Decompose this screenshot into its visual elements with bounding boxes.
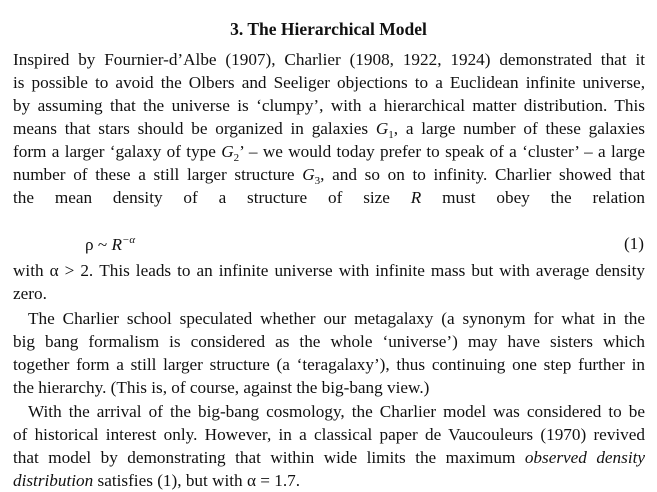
equation-base: R bbox=[111, 235, 122, 254]
equation-exponent: −α bbox=[121, 234, 136, 246]
text-segment: 1 bbox=[388, 129, 394, 141]
text-line bbox=[13, 260, 645, 282]
text-line bbox=[13, 283, 645, 305]
text-segment: 3 bbox=[314, 175, 321, 187]
text-segment: observed density bbox=[524, 448, 645, 467]
text-line bbox=[13, 447, 645, 469]
text-segment: is possible to avoid the Olbers and Seeliger objections to a Euclidean infinite universe, bbox=[13, 73, 645, 92]
text-segment: that model by demonstrating that within wide limits the maximum bbox=[13, 448, 525, 467]
text-segment: with α > 2. This leads to an infinite universe with infinite mass but with average density bbox=[13, 261, 645, 280]
text-segment: distribution bbox=[13, 471, 94, 490]
equation bbox=[85, 234, 135, 255]
text-line bbox=[13, 72, 645, 94]
text-line bbox=[13, 354, 645, 376]
text-segment: form a larger ‘galaxy of type bbox=[13, 142, 222, 161]
text-segment: G bbox=[302, 165, 315, 184]
text-segment: number of these a still larger structure bbox=[13, 165, 303, 184]
text-segment: G bbox=[375, 119, 389, 138]
text-segment: by assuming that the universe is ‘clumpy’, with a hierarchical matter distribution. This bbox=[13, 96, 645, 115]
text-segment: R bbox=[410, 188, 422, 207]
text-line bbox=[13, 377, 645, 399]
text-segment: means that stars should be organized in galaxies bbox=[13, 119, 376, 138]
text-segment: , and so on to infinity. Charlier showed that bbox=[320, 165, 645, 184]
text-line bbox=[13, 49, 645, 71]
text-segment: the mean density of a structure of size bbox=[13, 188, 411, 207]
text-segment: together form a still larger structure (a ‘teragalaxy’), thus continuing one step further in bbox=[13, 355, 645, 374]
text-segment: the hierarchy. (This is, of course, against the big-bang view.) bbox=[13, 378, 430, 397]
text-segment: of historical interest only. However, in a classical paper de Vaucouleurs (1970) revived bbox=[13, 425, 645, 444]
text-segment: , a large number of these galaxies bbox=[393, 119, 645, 138]
text-line bbox=[13, 187, 645, 209]
text-segment: The Charlier school speculated whether our metagalaxy (a synonym for what in the bbox=[28, 309, 645, 328]
text-line bbox=[28, 401, 645, 423]
text-segment: Inspired by Fournier-d’Albe (1907), Charlier (1908, 1922, 1924) demonstrated that it bbox=[13, 50, 645, 69]
equation-lhs: ρ ~ bbox=[85, 235, 112, 254]
equation-number: (1) bbox=[623, 234, 644, 253]
text-line bbox=[13, 331, 645, 353]
text-segment: With the arrival of the big-bang cosmology, the Charlier model was considered to be bbox=[28, 402, 645, 421]
section-title: 3. The Hierarchical Model bbox=[230, 19, 427, 39]
text-segment: satisfies (1), but with α = 1.7. bbox=[93, 471, 301, 490]
text-segment: big bang formalism is considered as the whole ‘universe’) may have sisters which bbox=[13, 332, 645, 351]
text-segment: ’ – we would today prefer to speak of a ‘cluster’ – a large bbox=[239, 142, 645, 161]
text-line bbox=[13, 95, 645, 117]
text-segment: zero. bbox=[13, 284, 47, 303]
text-segment: 2 bbox=[233, 152, 240, 164]
text-segment: must obey the relation bbox=[421, 188, 645, 207]
text-line bbox=[28, 308, 645, 330]
text-line bbox=[13, 424, 645, 446]
text-line bbox=[13, 470, 645, 492]
text-segment: G bbox=[221, 142, 234, 161]
